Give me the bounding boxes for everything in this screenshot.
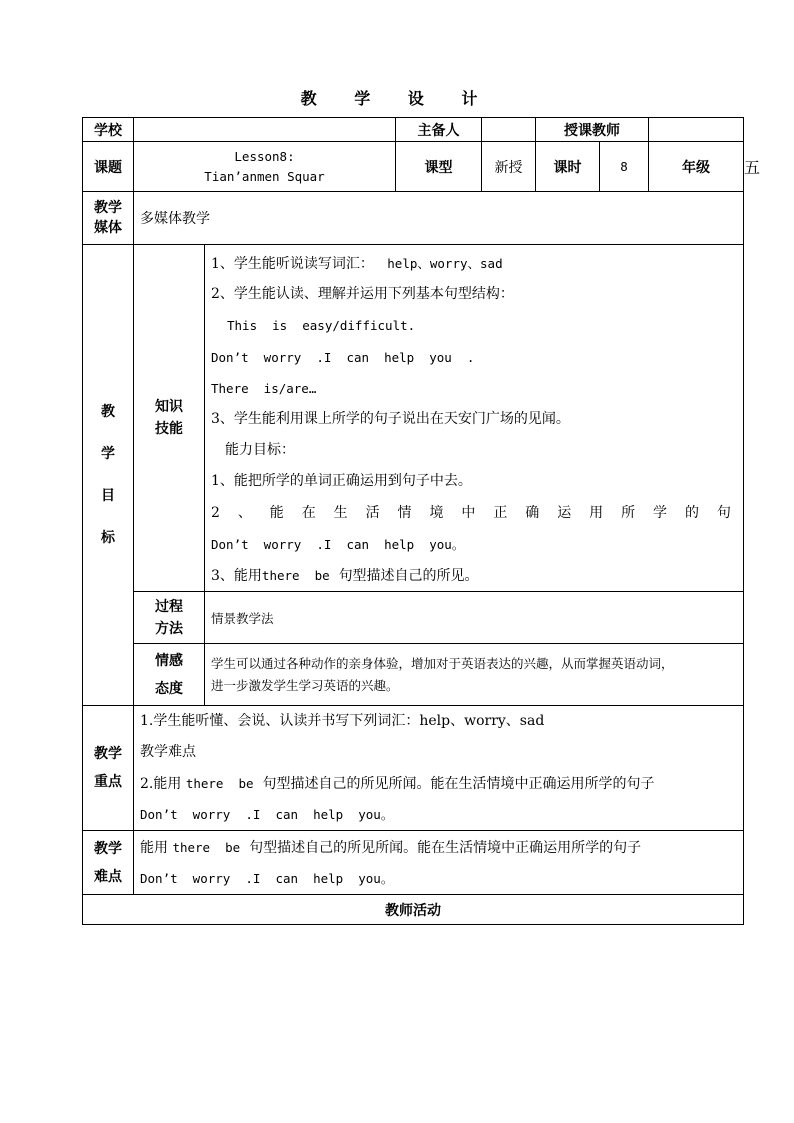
knowledge-line: 3、学生能利用课上所学的句子说出在天安门广场的见闻。 <box>211 410 570 427</box>
difficult-points-row <box>83 831 744 895</box>
hours-value: 8 <box>600 142 649 192</box>
knowledge-row <box>83 245 744 592</box>
teacher-activity-heading: 教师活动 <box>83 895 744 925</box>
topic-label: 课题 <box>83 142 134 192</box>
knowledge-line: 3、能用there be 句型描述自己的所见。 <box>211 567 479 584</box>
topic-line-2: Tian’anmen Squar <box>204 168 325 184</box>
media-value: 多媒体教学 <box>134 192 744 245</box>
knowledge-label: 知识 技能 <box>134 245 205 592</box>
goals-label: 教 学 目 标 <box>83 245 134 706</box>
topic-line-1: Lesson8: <box>234 148 295 164</box>
knowledge-line: There is/are… <box>211 380 317 396</box>
lesson-plan-table <box>82 117 761 925</box>
teacher-value[interactable] <box>649 118 744 142</box>
teacher-activity-row <box>83 895 744 925</box>
process-row <box>83 592 744 644</box>
emotion-label: 情感 态度 <box>134 644 205 706</box>
page-title: 教 学 设 计 <box>300 89 494 108</box>
difficult-points-line: Don’t worry .I can help you。 <box>140 870 394 886</box>
preparer-label: 主备人 <box>396 118 482 142</box>
knowledge-line: 1、能把所学的单词正确运用到句子中去。 <box>211 473 472 490</box>
key-points-content <box>134 706 744 831</box>
header-row <box>83 118 744 142</box>
knowledge-line: Don’t worry .I can help you . <box>211 349 475 365</box>
key-points-row <box>83 706 744 831</box>
topic-row: 课题 Lesson8: Tian’anmen Squar 课型 新授 课时 8 年级 五 <box>83 142 744 192</box>
media-row <box>83 192 744 245</box>
difficult-points-content <box>134 831 744 895</box>
school-value[interactable] <box>134 118 396 142</box>
key-points-label: 教学 重点 <box>83 706 134 831</box>
key-points-line: 2.能用 there be 句型描述自己的所见所闻。能在生活情境中正确运用所学的句子 <box>140 776 655 793</box>
key-points-line: 1.学生能听懂、会说、认读并书写下列词汇：help、worry、sad <box>140 713 545 730</box>
difficult-points-label: 教学 难点 <box>83 831 134 895</box>
topic-value <box>134 142 396 192</box>
knowledge-line: Don’t worry .I can help you。 <box>211 536 465 552</box>
emotion-value: 学生可以通过各种动作的亲身体验，增加对于英语表达的兴趣，从而掌握英语动词， 进一步激发学生学习英语的兴趣。 <box>205 644 744 706</box>
media-label: 教学 媒体 <box>83 192 134 245</box>
knowledge-line-justified: 2 、 能 在 生 活 情 境 中 正 确 运 用 所 学 的 句 <box>211 504 731 521</box>
knowledge-line: 2、学生能认读、理解并运用下列基本句型结构： <box>211 286 514 303</box>
knowledge-line: This is easy/difficult. <box>227 318 416 334</box>
hours-label: 课时 <box>536 142 600 192</box>
process-value: 情景教学法 <box>205 592 744 644</box>
preparer-value[interactable] <box>482 118 536 142</box>
key-points-line: Don’t worry .I can help you。 <box>140 807 394 823</box>
type-label: 课型 <box>396 142 482 192</box>
knowledge-content <box>205 245 744 592</box>
teacher-label: 授课教师 <box>536 118 649 142</box>
knowledge-line: 1、学生能听说读写词汇： help、worry、sad <box>211 256 503 272</box>
knowledge-line: 能力目标： <box>225 442 295 459</box>
grade-label: 年级 <box>649 142 744 192</box>
difficult-points-line: 能用 there be 句型描述自己的所见所闻。能在生活情境中正确运用所学的句子 <box>140 839 642 856</box>
school-label: 学校 <box>83 118 134 142</box>
process-label: 过程 方法 <box>134 592 205 644</box>
emotion-row <box>83 644 744 706</box>
type-value: 新授 <box>482 142 536 192</box>
key-points-line: 教学难点 <box>140 744 196 761</box>
